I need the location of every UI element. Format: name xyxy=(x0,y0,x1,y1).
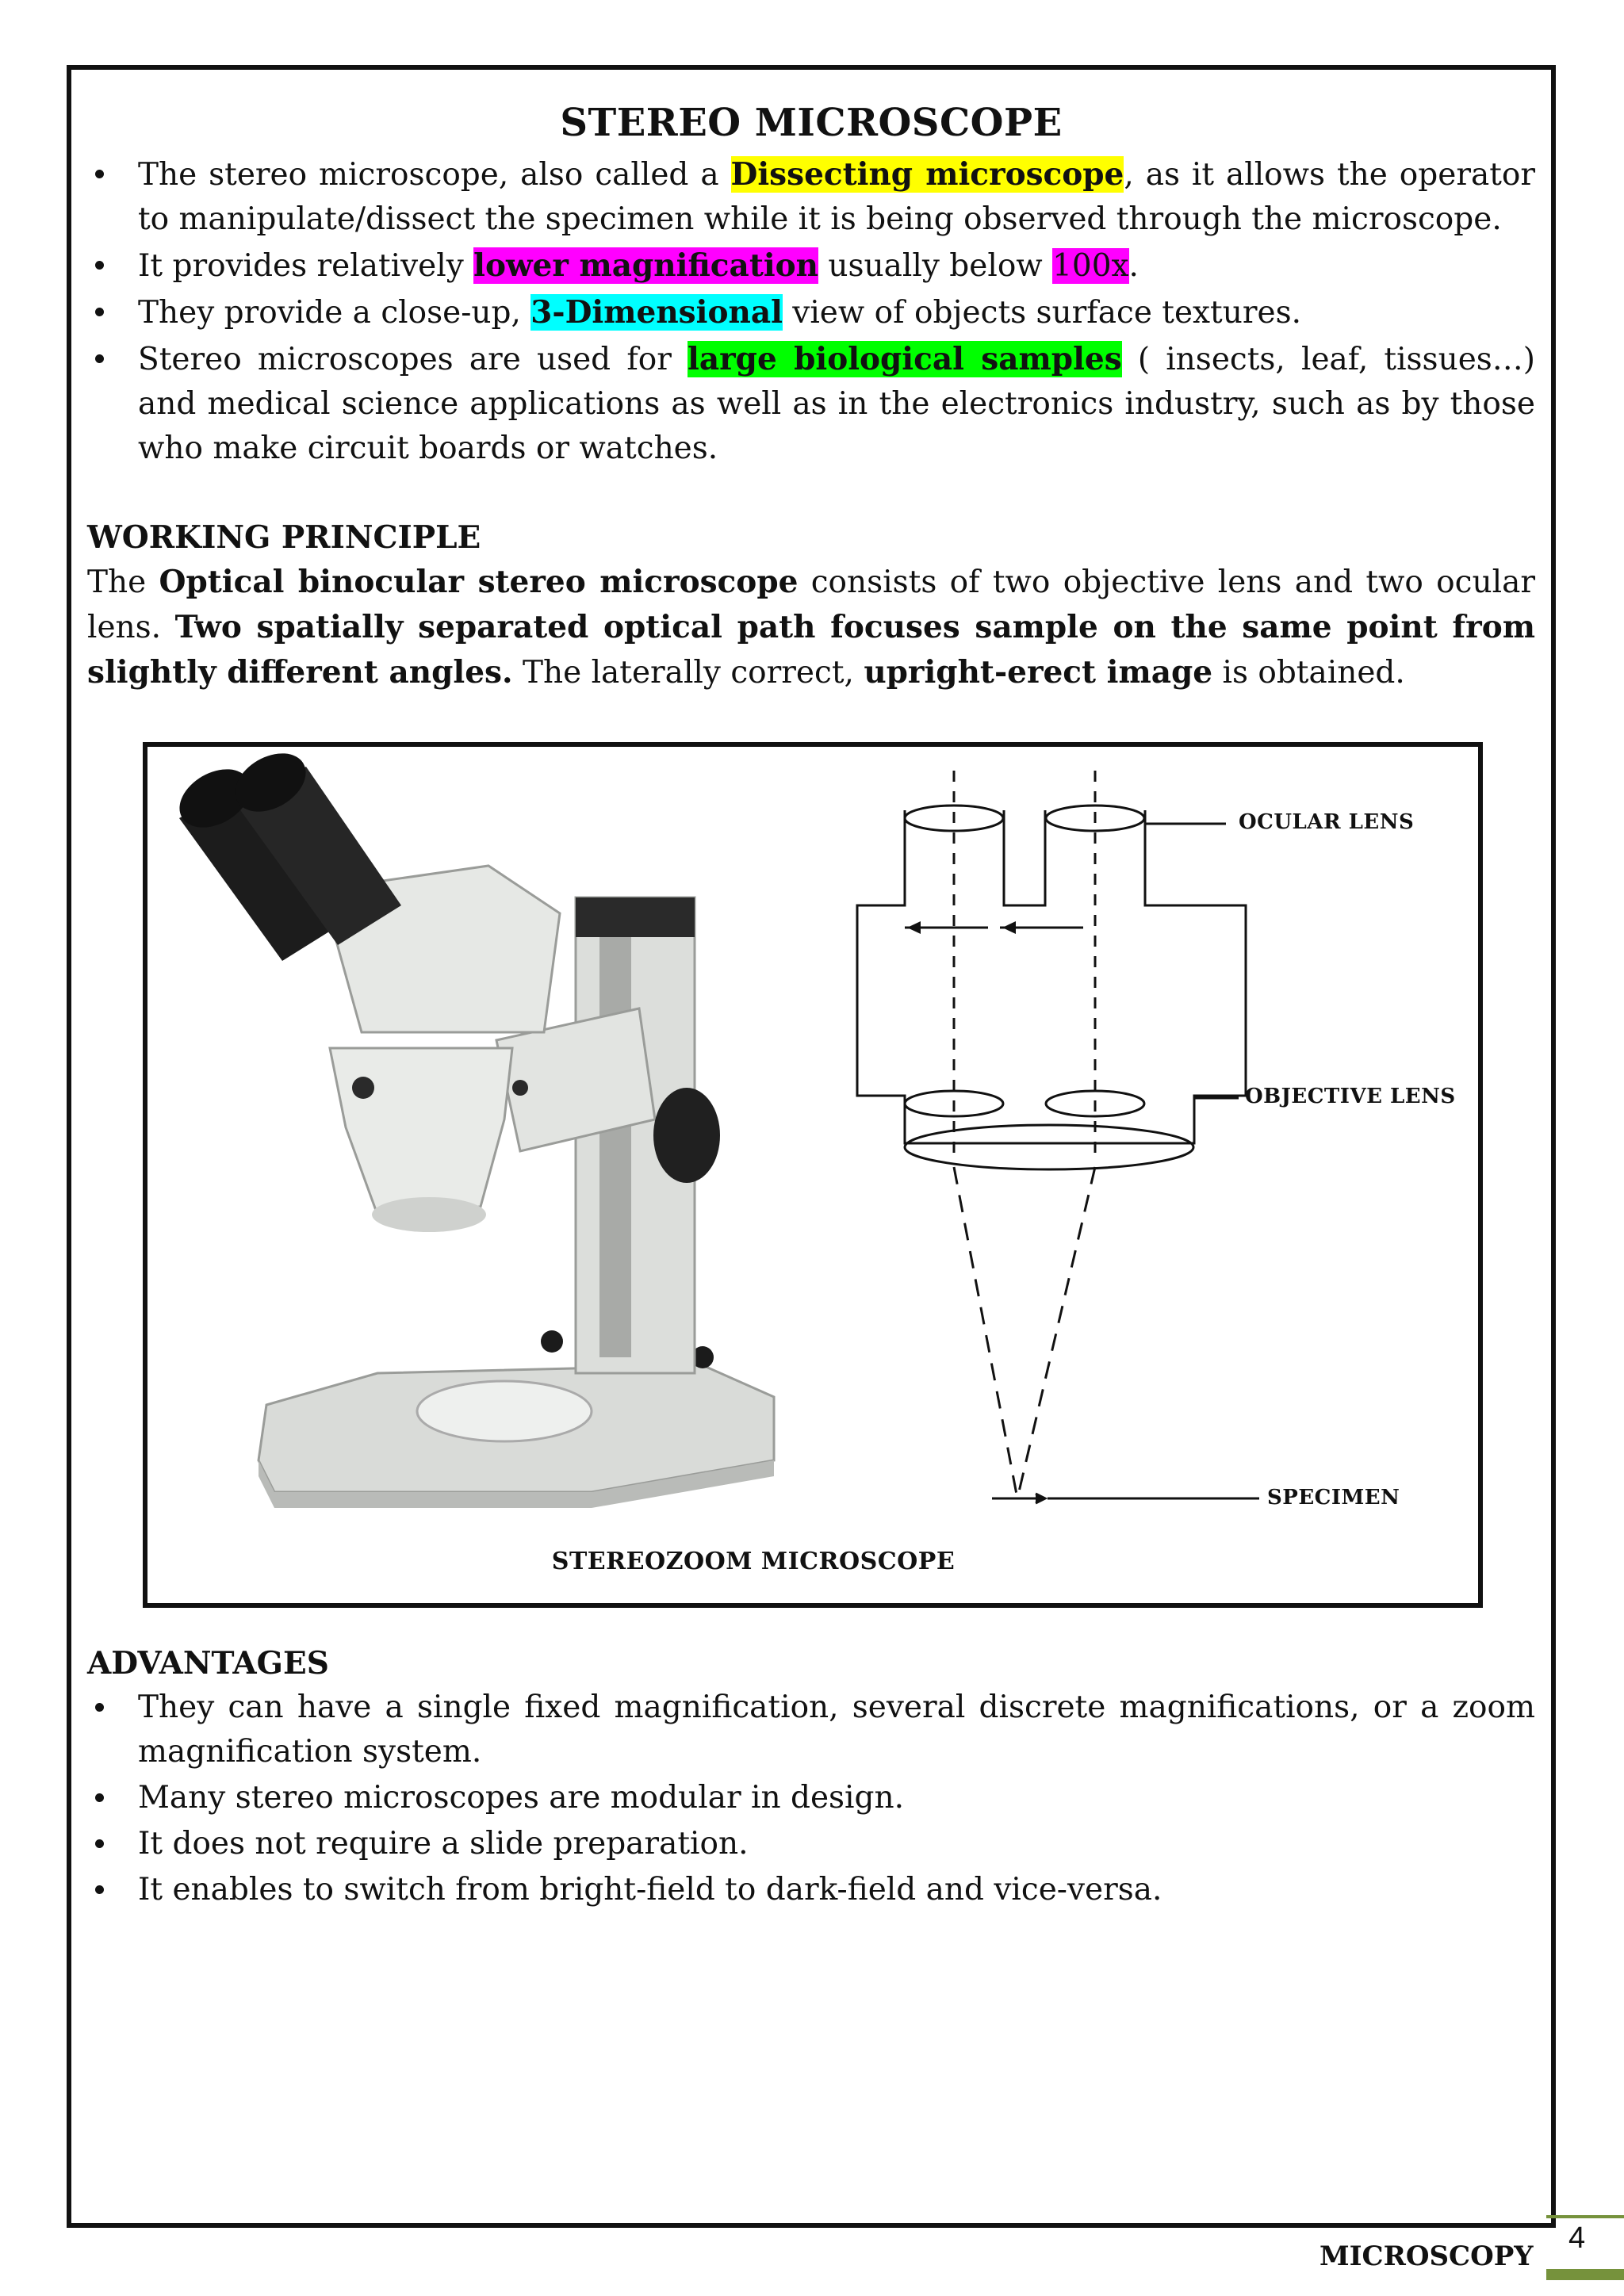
highlight-100x: 100x xyxy=(1052,248,1129,284)
list-item: They can have a single fixed magnification, several discrete magnifications, or a zoom magnification system. xyxy=(87,1686,1535,1774)
highlight-large-samples: large biological samples xyxy=(688,341,1122,377)
specimen-label: SPECIMEN xyxy=(1267,1486,1400,1510)
footer-accent-bar xyxy=(1546,2269,1624,2280)
list-item: It does not require a slide preparation. xyxy=(87,1822,1535,1866)
highlight-dissecting: Dissecting microscope xyxy=(730,156,1124,193)
main-content xyxy=(87,94,1535,695)
advantages-list xyxy=(87,1686,1535,1912)
highlight-lower-magnification: lower magnification xyxy=(473,247,819,284)
working-principle-text: The Optical binocular stereo microscope consists of two objective lens and two ocular lens. Two spatially separated optical path focuses sample on the same point from slightly different angles. The laterally correct, upright-erect image is obtained. xyxy=(87,564,1535,691)
advantages-section xyxy=(87,1641,1535,1912)
list-item: It enables to switch from bright-field to dark-field and vice-versa. xyxy=(87,1868,1535,1912)
list-item: It provides relatively lower magnification usually below 100x. xyxy=(87,243,1535,289)
list-item: They provide a close-up, 3-Dimensional view of objects surface textures. xyxy=(87,290,1535,335)
footer-accent-line xyxy=(1546,2215,1624,2218)
list-item: The stereo microscope, also called a Dissecting microscope, as it allows the operator to manipulate/dissect the specimen while it is being observed through the microscope. xyxy=(87,152,1535,242)
list-item: Many stereo microscopes are modular in design. xyxy=(87,1776,1535,1820)
microscope-illustration xyxy=(147,747,1478,1603)
intro-list xyxy=(87,152,1535,471)
highlight-3d: 3-Dimensional xyxy=(530,294,783,331)
page-number: 4 xyxy=(1568,2221,1586,2255)
footer-label: MICROSCOPY xyxy=(1320,2241,1534,2272)
figure-caption: STEREOZOOM MICROSCOPE xyxy=(551,1548,956,1575)
working-principle-heading: WORKING PRINCIPLE xyxy=(87,519,481,556)
page-title: STEREO MICROSCOPE xyxy=(560,101,1063,145)
list-item: Stereo microscopes are used for large biological samples ( insects, leaf, tissues…) and medical science applications as well as in the electronics industry, such as by those who make circuit boards or watches. xyxy=(87,337,1535,471)
advantages-heading: ADVANTAGES xyxy=(87,1645,329,1682)
ocular-lens-label: OCULAR LENS xyxy=(1239,810,1415,834)
microscope-figure xyxy=(143,742,1483,1608)
objective-lens-label: OBJECTIVE LENS xyxy=(1245,1085,1456,1108)
